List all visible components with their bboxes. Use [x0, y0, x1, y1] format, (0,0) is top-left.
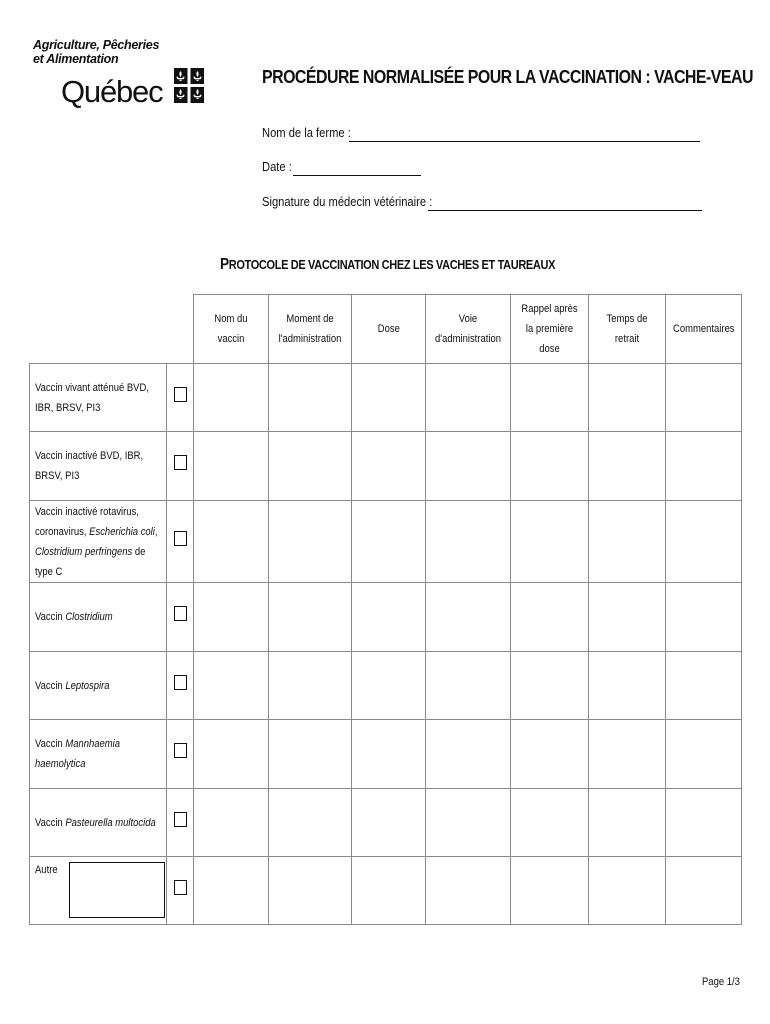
- entry-cell[interactable]: [511, 501, 589, 583]
- entry-cell[interactable]: [352, 652, 426, 720]
- entry-cell[interactable]: [511, 857, 589, 925]
- vaccine-label-text: Vaccin: [35, 816, 66, 829]
- entry-cell[interactable]: [352, 789, 426, 857]
- vaccine-label-text: Vaccin: [35, 738, 66, 750]
- checkbox-cell: [167, 857, 194, 925]
- entry-cell[interactable]: [269, 720, 352, 789]
- vaccine-label-text: Vaccin: [35, 679, 66, 692]
- entry-cell[interactable]: [194, 857, 269, 925]
- entry-cell[interactable]: [269, 364, 352, 432]
- entry-cell[interactable]: [426, 720, 511, 789]
- entry-cell[interactable]: [589, 583, 666, 652]
- vaccine-label-cell: [30, 501, 167, 583]
- logo-ministry-line2: et Alimentation: [33, 52, 119, 66]
- vaccine-label-italic: Mannhaemia haemolytica: [35, 738, 121, 770]
- vaccine-label-text: de type C: [35, 545, 146, 578]
- vaccine-label: [35, 607, 164, 627]
- entry-cell[interactable]: [589, 652, 666, 720]
- table-row-other: [30, 857, 742, 925]
- entry-cell[interactable]: [511, 583, 589, 652]
- header-cell: Commentaires: [666, 295, 742, 364]
- entry-cell[interactable]: [666, 364, 742, 432]
- vaccine-checkbox[interactable]: [174, 455, 187, 470]
- table-row: [30, 501, 742, 583]
- entry-cell[interactable]: [352, 857, 426, 925]
- vaccine-label-italic: Clostridium perfringens: [35, 545, 133, 558]
- vaccine-checkbox[interactable]: [174, 606, 187, 621]
- table-row: [30, 720, 742, 789]
- other-vaccine-input[interactable]: [69, 862, 165, 918]
- vaccination-protocol-table: [29, 294, 742, 925]
- entry-cell[interactable]: [666, 789, 742, 857]
- entry-cell[interactable]: [426, 789, 511, 857]
- entry-cell[interactable]: [511, 789, 589, 857]
- entry-cell[interactable]: [426, 501, 511, 583]
- section-title: PROTOCOLE DE VACCINATION CHEZ LES VACHES ET TAUREAUX: [220, 256, 556, 273]
- header-cell: Rappel après la première dose: [511, 295, 589, 364]
- entry-cell[interactable]: [511, 432, 589, 501]
- header-cell: Nom du vaccin: [194, 295, 269, 364]
- vaccine-label-cell: [30, 720, 167, 789]
- vaccine-checkbox[interactable]: [174, 880, 187, 895]
- page-number: Page 1/3: [702, 976, 740, 988]
- vet-signature-label: Signature du médecin vétérinaire :: [262, 194, 433, 209]
- entry-cell[interactable]: [269, 583, 352, 652]
- entry-cell[interactable]: [511, 720, 589, 789]
- entry-cell[interactable]: [194, 501, 269, 583]
- vaccine-label-italic: Escherichia coli: [89, 525, 155, 538]
- entry-cell[interactable]: [352, 720, 426, 789]
- entry-cell[interactable]: [194, 432, 269, 501]
- entry-cell[interactable]: [666, 652, 742, 720]
- date-line[interactable]: [293, 175, 421, 176]
- vaccine-label-italic: Leptospira: [65, 679, 110, 692]
- entry-cell[interactable]: [194, 364, 269, 432]
- fleur-de-lis-flag-icon: [174, 68, 204, 103]
- entry-cell[interactable]: [511, 652, 589, 720]
- header-cell: Voie d'administration: [426, 295, 511, 364]
- quebec-logo: [33, 38, 193, 108]
- farm-name-line[interactable]: [349, 141, 700, 142]
- vaccine-label-text: Vaccin: [35, 611, 66, 623]
- vaccine-checkbox[interactable]: [174, 743, 187, 758]
- logo-wordmark: Québec: [61, 74, 163, 109]
- entry-cell[interactable]: [269, 789, 352, 857]
- entry-cell[interactable]: [426, 583, 511, 652]
- entry-cell[interactable]: [426, 432, 511, 501]
- entry-cell[interactable]: [352, 364, 426, 432]
- vaccine-label-text: Vaccin vivant atténué BVD, IBR, BRSV, PI3: [35, 381, 149, 414]
- entry-cell[interactable]: [352, 432, 426, 501]
- vaccine-label-cell: [30, 583, 167, 652]
- entry-cell[interactable]: [194, 652, 269, 720]
- vet-signature-line[interactable]: [428, 210, 702, 211]
- other-label-cell: [30, 857, 167, 925]
- entry-cell[interactable]: [666, 501, 742, 583]
- entry-cell[interactable]: [511, 364, 589, 432]
- logo-ministry-line1: Agriculture, Pêcheries: [33, 38, 160, 52]
- vaccine-label-cell: [30, 364, 167, 432]
- entry-cell[interactable]: [589, 720, 666, 789]
- vaccine-label-text: Vaccin inactivé rotavirus, coronavirus,: [35, 505, 139, 538]
- entry-cell[interactable]: [589, 857, 666, 925]
- vaccine-label: [35, 446, 164, 486]
- entry-cell[interactable]: [269, 432, 352, 501]
- table-header-row: [30, 295, 742, 364]
- entry-cell[interactable]: [589, 364, 666, 432]
- entry-cell[interactable]: [666, 720, 742, 789]
- entry-cell[interactable]: [194, 720, 269, 789]
- vaccine-label-italic: Pasteurella multocida: [65, 816, 156, 829]
- entry-cell[interactable]: [426, 652, 511, 720]
- entry-cell[interactable]: [194, 583, 269, 652]
- document-title: PROCÉDURE NORMALISÉE POUR LA VACCINATION : VACHE-VEAU: [262, 66, 753, 87]
- entry-cell[interactable]: [194, 789, 269, 857]
- vaccine-checkbox[interactable]: [174, 675, 187, 690]
- header-cell: Dose: [352, 295, 426, 364]
- vaccine-label: [35, 734, 164, 774]
- table-row: [30, 364, 742, 432]
- other-label: Autre: [35, 864, 58, 876]
- table-row: [30, 583, 742, 652]
- header-cell: Moment de l'administration: [269, 295, 352, 364]
- entry-cell[interactable]: [589, 432, 666, 501]
- entry-cell[interactable]: [352, 501, 426, 583]
- vaccine-checkbox[interactable]: [174, 531, 187, 546]
- entry-cell[interactable]: [589, 789, 666, 857]
- farm-name-label: Nom de la ferme :: [262, 125, 351, 140]
- vaccine-label-cell: [30, 432, 167, 501]
- vaccine-label: [35, 676, 164, 696]
- vaccine-label: [35, 502, 164, 582]
- vaccine-label-cell: [30, 789, 167, 857]
- entry-cell[interactable]: [269, 857, 352, 925]
- entry-cell[interactable]: [426, 857, 511, 925]
- vaccine-label: [35, 813, 164, 833]
- entry-cell[interactable]: [589, 501, 666, 583]
- entry-cell[interactable]: [666, 583, 742, 652]
- vaccine-checkbox[interactable]: [174, 387, 187, 402]
- entry-cell[interactable]: [269, 501, 352, 583]
- table-row: [30, 432, 742, 501]
- vaccine-checkbox[interactable]: [174, 812, 187, 827]
- entry-cell[interactable]: [426, 364, 511, 432]
- entry-cell[interactable]: [352, 583, 426, 652]
- vaccine-label-italic: Clostridium: [65, 611, 113, 623]
- blank-header-cell: [30, 295, 194, 364]
- table-row: [30, 789, 742, 857]
- date-label: Date :: [262, 159, 292, 174]
- header-cell: Temps de retrait: [589, 295, 666, 364]
- vaccine-label-text: ,: [154, 525, 158, 538]
- entry-cell[interactable]: [666, 857, 742, 925]
- entry-cell[interactable]: [269, 652, 352, 720]
- vaccine-label: [35, 378, 164, 418]
- entry-cell[interactable]: [666, 432, 742, 501]
- vaccine-label-text: Vaccin inactivé BVD, IBR, BRSV, PI3: [35, 450, 144, 482]
- vaccine-label-cell: [30, 652, 167, 720]
- table-row: [30, 652, 742, 720]
